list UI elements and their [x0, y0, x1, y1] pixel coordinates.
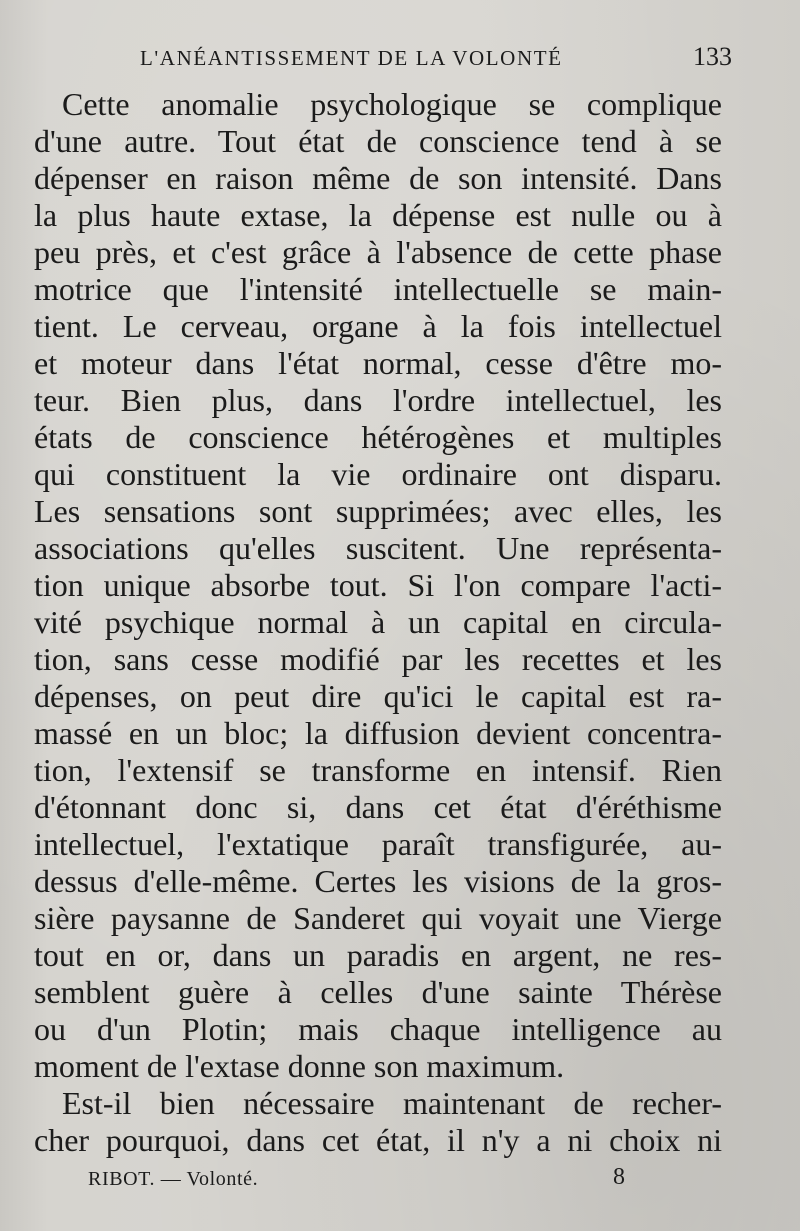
paragraph-2: [34, 1085, 722, 1159]
text-line: semblent guère à celles d'une sainte Thérèse: [34, 974, 722, 1010]
text-line: motrice que l'intensité intellectuelle se main-: [34, 271, 722, 307]
text-line: dessus d'elle-même. Certes les visions de la gros-: [34, 863, 722, 899]
text-line: cher pourquoi, dans cet état, il n'y a ni choix ni: [34, 1122, 722, 1158]
footer-author-title: RIBOT. — Volonté.: [88, 1168, 259, 1190]
text-line: intellectuel, l'extatique paraît transfigurée, au-: [34, 826, 722, 862]
running-title: L'ANÉANTISSEMENT DE LA VOLONTÉ: [140, 46, 563, 70]
text-line: et moteur dans l'état normal, cesse d'être mo-: [34, 345, 722, 381]
page-number: 133: [693, 42, 732, 71]
text-line: associations qu'elles suscitent. Une représenta-: [34, 530, 722, 566]
text-line: moment de l'extase donne son maximum.: [34, 1048, 565, 1084]
text-line: Cette anomalie psychologique se complique: [62, 86, 722, 122]
text-line: tion, sans cesse modifié par les recettes et les: [34, 641, 722, 677]
text-line: sière paysanne de Sanderet qui voyait une Vierge: [34, 900, 722, 936]
text-line: massé en un bloc; la diffusion devient concentra-: [34, 715, 722, 751]
text-line: dépenses, on peut dire qu'ici le capital est ra-: [34, 678, 722, 714]
text-line: tion unique absorbe tout. Si l'on compare l'acti-: [34, 567, 722, 603]
text-line: vité psychique normal à un capital en circula-: [34, 604, 722, 640]
text-line: tout en or, dans un paradis en argent, ne res-: [34, 937, 722, 973]
signature-mark: 8: [613, 1164, 625, 1190]
text-line: Les sensations sont supprimées; avec elles, les: [34, 493, 722, 529]
text-line: tion, l'extensif se transforme en intensif. Rien: [34, 752, 722, 788]
text-line: peu près, et c'est grâce à l'absence de cette phase: [34, 234, 722, 270]
text-line: états de conscience hétérogènes et multiples: [34, 419, 722, 455]
text-line: teur. Bien plus, dans l'ordre intellectuel, les: [34, 382, 722, 418]
text-line: tient. Le cerveau, organe à la fois intellectuel: [34, 308, 722, 344]
text-line: la plus haute extase, la dépense est nulle ou à: [34, 197, 722, 233]
text-line: Est-il bien nécessaire maintenant de recher-: [62, 1085, 722, 1121]
page-footer: [88, 1164, 648, 1198]
text-line: dépenser en raison même de son intensité. Dans: [34, 160, 722, 196]
paragraph-1: [34, 86, 722, 1085]
text-line: d'une autre. Tout état de conscience tend à se: [34, 123, 722, 159]
body-text: [34, 86, 722, 1159]
text-line: d'étonnant donc si, dans cet état d'éréthisme: [34, 789, 722, 825]
text-line: ou d'un Plotin; mais chaque intelligence au: [34, 1011, 722, 1047]
text-line: qui constituent la vie ordinaire ont disparu.: [34, 456, 722, 492]
running-head: [140, 40, 732, 80]
